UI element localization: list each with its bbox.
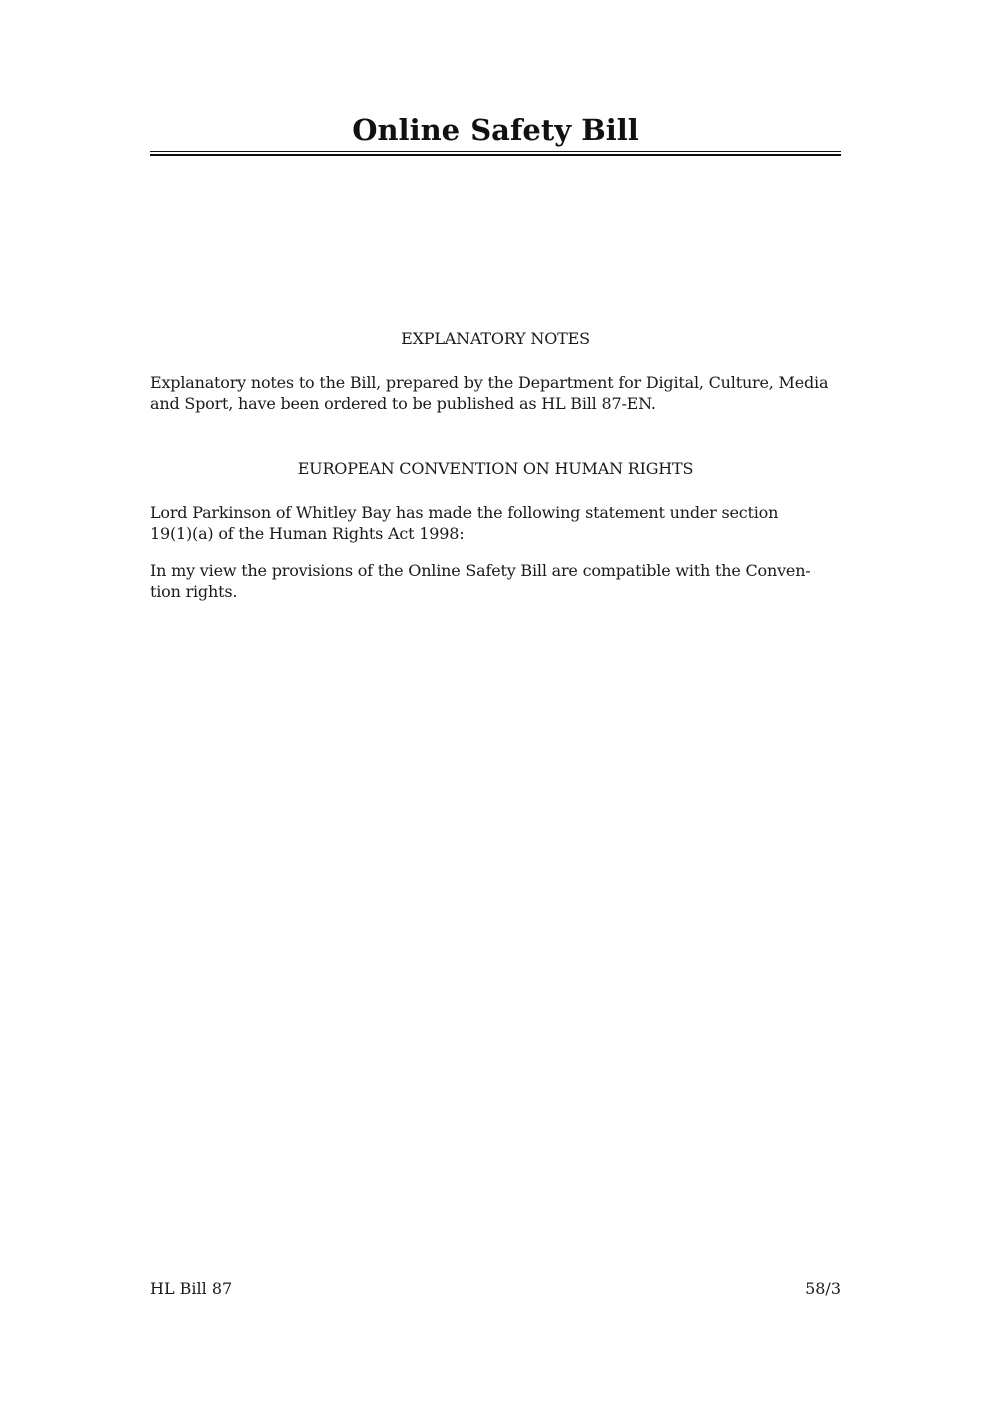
echr-compatibility-paragraph: In my view the provisions of the Online Safety Bill are compatible with the Conven- tion rights. bbox=[150, 561, 811, 601]
document-title: Online Safety Bill bbox=[352, 113, 639, 147]
explanatory-notes-paragraph: Explanatory notes to the Bill, prepared by the Department for Digital, Culture, Media and Sport, have been ordered to be published as HL Bill 87-EN. bbox=[150, 373, 829, 413]
footer-bill-number: HL Bill 87 bbox=[150, 1279, 233, 1298]
section-heading-echr: EUROPEAN CONVENTION ON HUMAN RIGHTS bbox=[297, 459, 694, 478]
section-heading-explanatory-notes: EXPLANATORY NOTES bbox=[401, 329, 590, 348]
title-rule-thin bbox=[150, 151, 841, 152]
title-rule-thick bbox=[150, 154, 841, 156]
footer-print-reference: 58/3 bbox=[805, 1279, 841, 1298]
echr-statement-paragraph: Lord Parkinson of Whitley Bay has made the following statement under section 19(1)(a) of the Human Rights Act 1998: bbox=[150, 503, 779, 543]
